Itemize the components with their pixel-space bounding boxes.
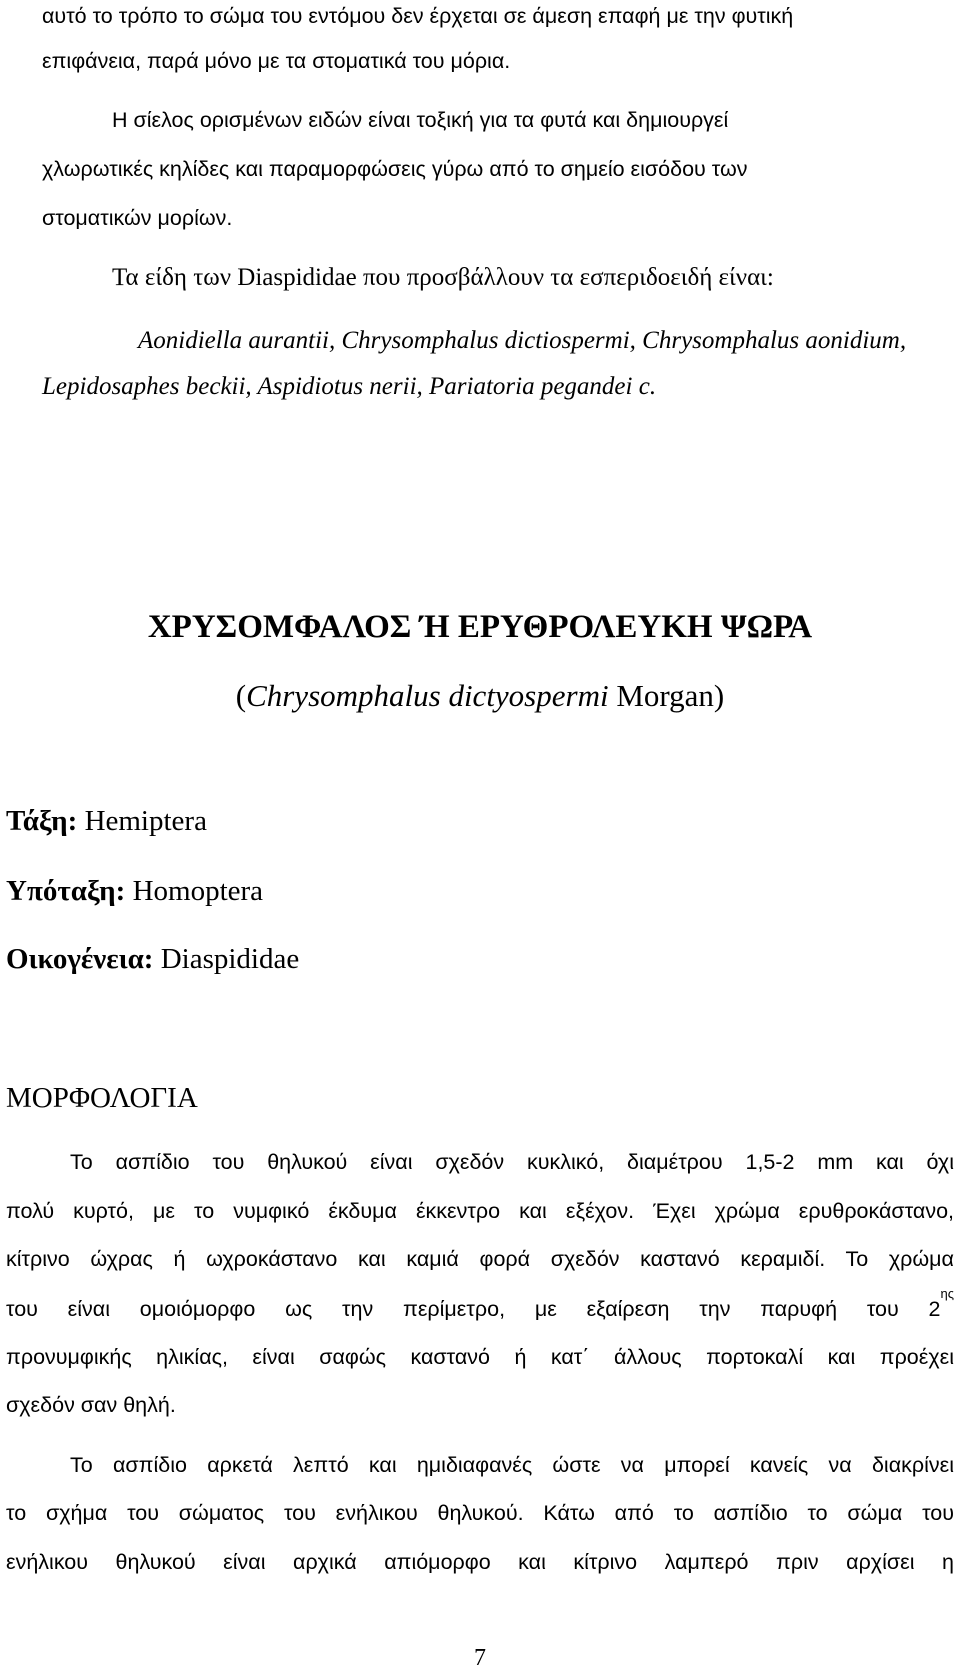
taxonomy-order	[6, 803, 207, 839]
morph-p1-line-5: προνυμφικής ηλικίας, είναι σαφώς καστανό ή κατ΄ άλλους πορτοκαλί και προέχει	[6, 1345, 954, 1369]
suborder-value: Homoptera	[125, 875, 264, 907]
order-label: Τάξη:	[6, 805, 78, 837]
taxonomy-family	[6, 941, 299, 977]
family-value: Diaspididae	[153, 943, 300, 975]
morph-p1-line-2: πολύ κυρτό, με το νυμφικό έκδυμα έκκεντρο και εξέχον. Έχει χρώμα ερυθροκάστανο,	[6, 1199, 954, 1223]
page-number: 7	[474, 1645, 486, 1671]
intro-line-2: επιφάνεια, παρά μόνο με τα στοματικά του μόρια.	[42, 49, 511, 73]
page-subtitle	[0, 677, 960, 715]
order-value: Hemiptera	[77, 805, 207, 837]
intro-line-5: στοματικών μορίων.	[42, 206, 233, 230]
intro-line-4: χλωρωτικές κηλίδες και παραμορφώσεις γύρω από το σημείο εισόδου των	[42, 157, 748, 181]
species-line-2: Lepidosaphes beckii, Aspidiotus nerii, Pariatoria pegandei c.	[42, 373, 657, 400]
family-label: Οικογένεια:	[6, 943, 154, 975]
morph-p1-line-3: κίτρινο ώχρας ή ωχροκάστανο και καμιά φορά σχεδόν καστανό κεραμιδί. Το χρώμα	[6, 1247, 954, 1271]
subtitle-species: Chrysomphalus dictyospermi	[246, 678, 609, 713]
morph-p1-line-1: Το ασπίδιο του θηλυκού είναι σχεδόν κυκλικό, διαμέτρου 1,5-2 mm και όχι	[70, 1150, 954, 1174]
intro-line-3: Η σίελος ορισμένων ειδών είναι τοξική για τα φυτά και δημιουργεί	[112, 108, 729, 132]
subtitle-author: Morgan)	[608, 678, 725, 713]
taxonomy-suborder	[6, 873, 263, 909]
suborder-label: Υπόταξη:	[6, 875, 126, 907]
morph-p2-line-2: το σχήμα του σώματος του ενήλικου θηλυκού. Κάτω από το ασπίδιο το σώμα του	[6, 1501, 954, 1525]
species-line-1: Aonidiella aurantii, Chrysomphalus dictiospermi, Chrysomphalus aonidium,	[138, 327, 907, 354]
morph-p2-line-1: Το ασπίδιο αρκετά λεπτό και ημιδιαφανές ώστε να μπορεί κανείς να διακρίνει	[70, 1453, 954, 1477]
subtitle-open: (	[235, 678, 247, 713]
morph-p1-line-4-text: του είναι ομοιόμορφο ως την περίμετρο, με εξαίρεση την παρυφή του 2	[6, 1297, 941, 1321]
morph-p1-line-6: σχεδόν σαν θηλή.	[6, 1393, 176, 1417]
section-heading-morphology: ΜΟΡΦΟΛΟΓΙΑ	[6, 1082, 198, 1114]
morph-p1-line-4	[6, 1286, 954, 1324]
intro-line-6: Τα είδη των Diaspididae που προσβάλλουν τα εσπεριδοειδή είναι:	[112, 264, 774, 291]
morph-p2-line-3: ενήλικου θηλυκού είναι αρχικά απιόμορφο και κίτρινο λαμπερό πριν αρχίσει η	[6, 1550, 954, 1574]
intro-line-1: αυτό το τρόπο το σώμα του εντόμου δεν έρχεται σε άμεση επαφή με την φυτική	[42, 4, 794, 28]
page-title: ΧΡΥΣΟΜΦΑΛΟΣ Ή ΕΡΥΘΡΟΛΕΥΚΗ ΨΩΡΑ	[147, 609, 813, 645]
ordinal-suffix: ης	[940, 1286, 954, 1301]
